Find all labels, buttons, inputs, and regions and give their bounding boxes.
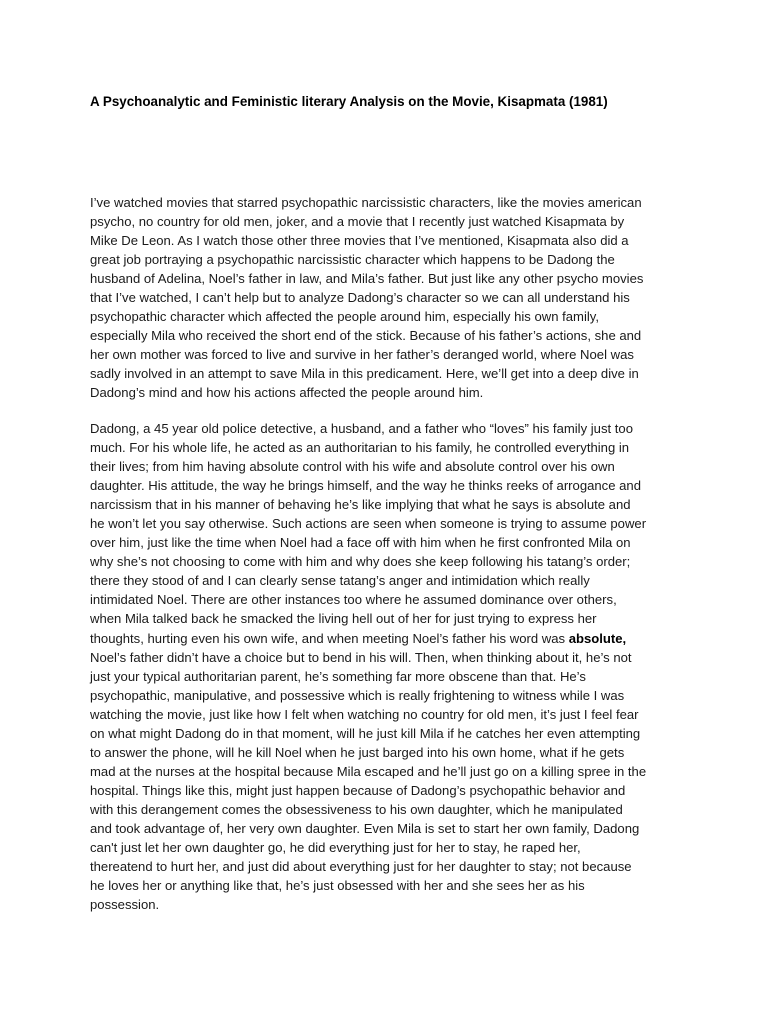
text-line: to answer the phone, will he kill Noel when he just barged into his own home, what if he gets [90,744,625,760]
text-segment: thoughts, hurting even his own wife, and when meeting Noel’s father his word was [90,630,569,646]
text-line: on what might Dadong do in that moment, will he just kill Mila if he catches her even attempting [90,725,641,741]
text-line: when Mila talked back he smacked the living hell out of her for just trying to express her [90,611,597,627]
text-line: her own mother was forced to live and survive in her father’s deranged world, where Noel was [90,347,634,363]
text-line: I’ve watched movies that starred psychopathic narcissistic characters, like the movies american [90,195,642,210]
text-line: especially Mila who received the short end of the stick. Because of his father’s actions, she and [90,328,642,344]
text-line: he loves her or anything like that, he’s just obsessed with her and she sees her as his [90,878,585,894]
paragraph-analysis [90,419,682,914]
text-line: thereatend to hurt her, and just did about everything just for her daughter to stay; not because [90,859,632,875]
document-title: A Psychoanalytic and Feministic literary Analysis on the Movie, Kisapmata (1981) [90,94,608,109]
text-line: psychopathic, manipulative, and possessive which is really frightening to witness while I was [90,687,625,703]
bold-word: absolute, [568,630,627,646]
text-line: psychopathic character which affected the people around him, especially his own family, [90,309,599,325]
text-line: can't just let her own daughter go, he did everything just for her to stay, he raped her, [90,840,581,856]
text-line: possession. [90,897,160,913]
text-line: sadly involved in an attempt to save Mila in this predicament. Here, we’ll get into a deep dive in [90,366,639,382]
text-line: their lives; from him having absolute control with his wife and absolute control over his own [90,459,615,475]
text-line: why she’s not choosing to come with him and why does she keep following his tatang’s order; [90,554,631,570]
text-line-with-bold [90,629,682,648]
text-line: hospital. Things like this, might just happen because of Dadong’s psychopathic behavior and [90,782,626,798]
text-line: with this derangement comes the obsessiveness to his own daughter, which he manipulated [90,801,623,817]
text-line: and took advantage of, her very own daughter. Even Mila is set to start her own family, Dadong [90,820,640,836]
text-line: great job portraying a psychopathic narcissistic character which happens to be Dadong the [90,252,615,268]
text-line: much. For his whole life, he acted as an authoritarian to his family, he controlled everything in [90,440,630,456]
text-line: daughter. His attitude, the way he brings himself, and the way he thinks reeks of arrogance and [90,478,641,494]
text-line: just your typical authoritarian parent, he’s something far more obscene than that. He’s [90,668,586,684]
paragraph-intro [90,193,682,403]
text-line: over him, just like the time when Noel had a face off with him when he first confronted Mila on [90,535,631,551]
text-line: intimidated Noel. There are other instances too where he assumed dominance over others, [90,592,617,608]
text-line: that I’ve watched, I can’t help but to analyze Dadong’s character so we can all understand his [90,290,630,306]
text-line: watching the movie, just like how I felt when watching no country for old men, it’s just I feel fear [90,706,639,722]
text-line: Noel’s father didn’t have a choice but to bend in his will. Then, when thinking about it, he’s not [90,649,632,665]
text-line: Dadong’s mind and how his actions affected the people around him. [90,385,484,401]
text-line: Mike De Leon. As I watch those other three movies that I’ve mentioned, Kisapmata also did a [90,233,629,249]
text-line: psycho, no country for old men, joker, and a movie that I recently just watched Kisapmata by [90,214,625,230]
text-line: Dadong, a 45 year old police detective, a husband, and a father who “loves” his family just too [90,421,633,436]
text-line: mad at the nurses at the hospital because Mila escaped and he’ll just go on a killing spree in the [90,763,647,779]
text-line: he won’t let you say otherwise. Such actions are seen when someone is trying to assume power [90,516,647,532]
text-line: there they stood of and I can clearly sense tatang’s anger and intimidation which really [90,573,590,589]
text-line: husband of Adelina, Noel’s father in law, and Mila’s father. But just like any other psycho movies [90,271,644,287]
text-line: narcissism that in his manner of behaving he’s like implying that what he says is absolute and [90,497,631,513]
